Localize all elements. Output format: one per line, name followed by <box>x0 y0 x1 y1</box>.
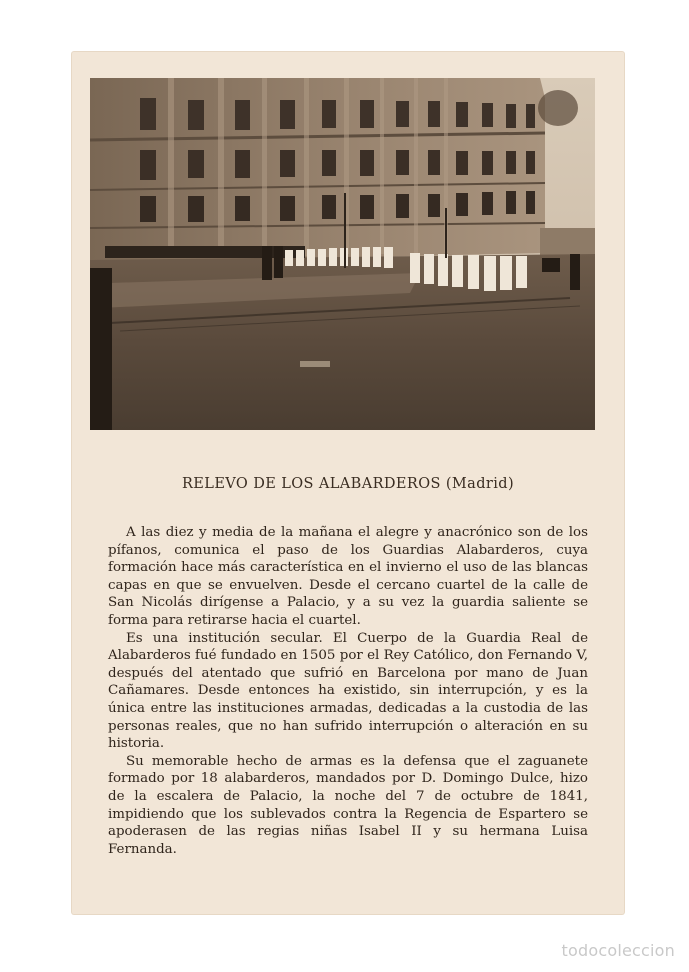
paragraph: Su memorable hecho de armas es la defensa que el zaguanete formado por 18 alabarderos, mandados por D. Domingo Dulce, hizo de la escalera de Palacio, la noche del 7 de octubre de 1841, impidiendo que los sublevados contra la Regencia de Espartero se apoderasen de las regias niñas Isabel II y su hermana Luisa Fernanda. <box>108 753 588 857</box>
paragraph: Es una institución secular. El Cuerpo de la Guardia Real de Alabarderos fué fundado en 1505 por el Rey Católico, don Fernando V, después del atentado que sufrió en Barcelona por mano de Juan Cañamares. Desde entonces ha existido, sin interrupción, y es la única entre las instituciones armadas, dedicadas a la custodia de las personas reales, que no han sufrido interrupción o alteración en su historia. <box>108 630 588 752</box>
postcard-photo <box>90 78 595 430</box>
postcard <box>72 52 624 914</box>
paragraph: A las diez y media de la mañana el alegre y anacrónico son de los pífanos, comunica el paso de los Guardias Alabarderos, cuya formación hace más característica en el invierno el uso de las blancas capas en que se envuelven. Desde el cercano cuartel de la calle de San Nicolás dirígense a Palacio, y a su vez la guardia saliente se forma para retirarse hacia el cuartel. <box>108 525 588 628</box>
card-body <box>108 524 588 858</box>
card-title: RELEVO DE LOS ALABARDEROS (Madrid) <box>181 476 515 492</box>
watermark: todocoleccion <box>561 941 675 960</box>
palace-guard-photo <box>90 78 595 430</box>
